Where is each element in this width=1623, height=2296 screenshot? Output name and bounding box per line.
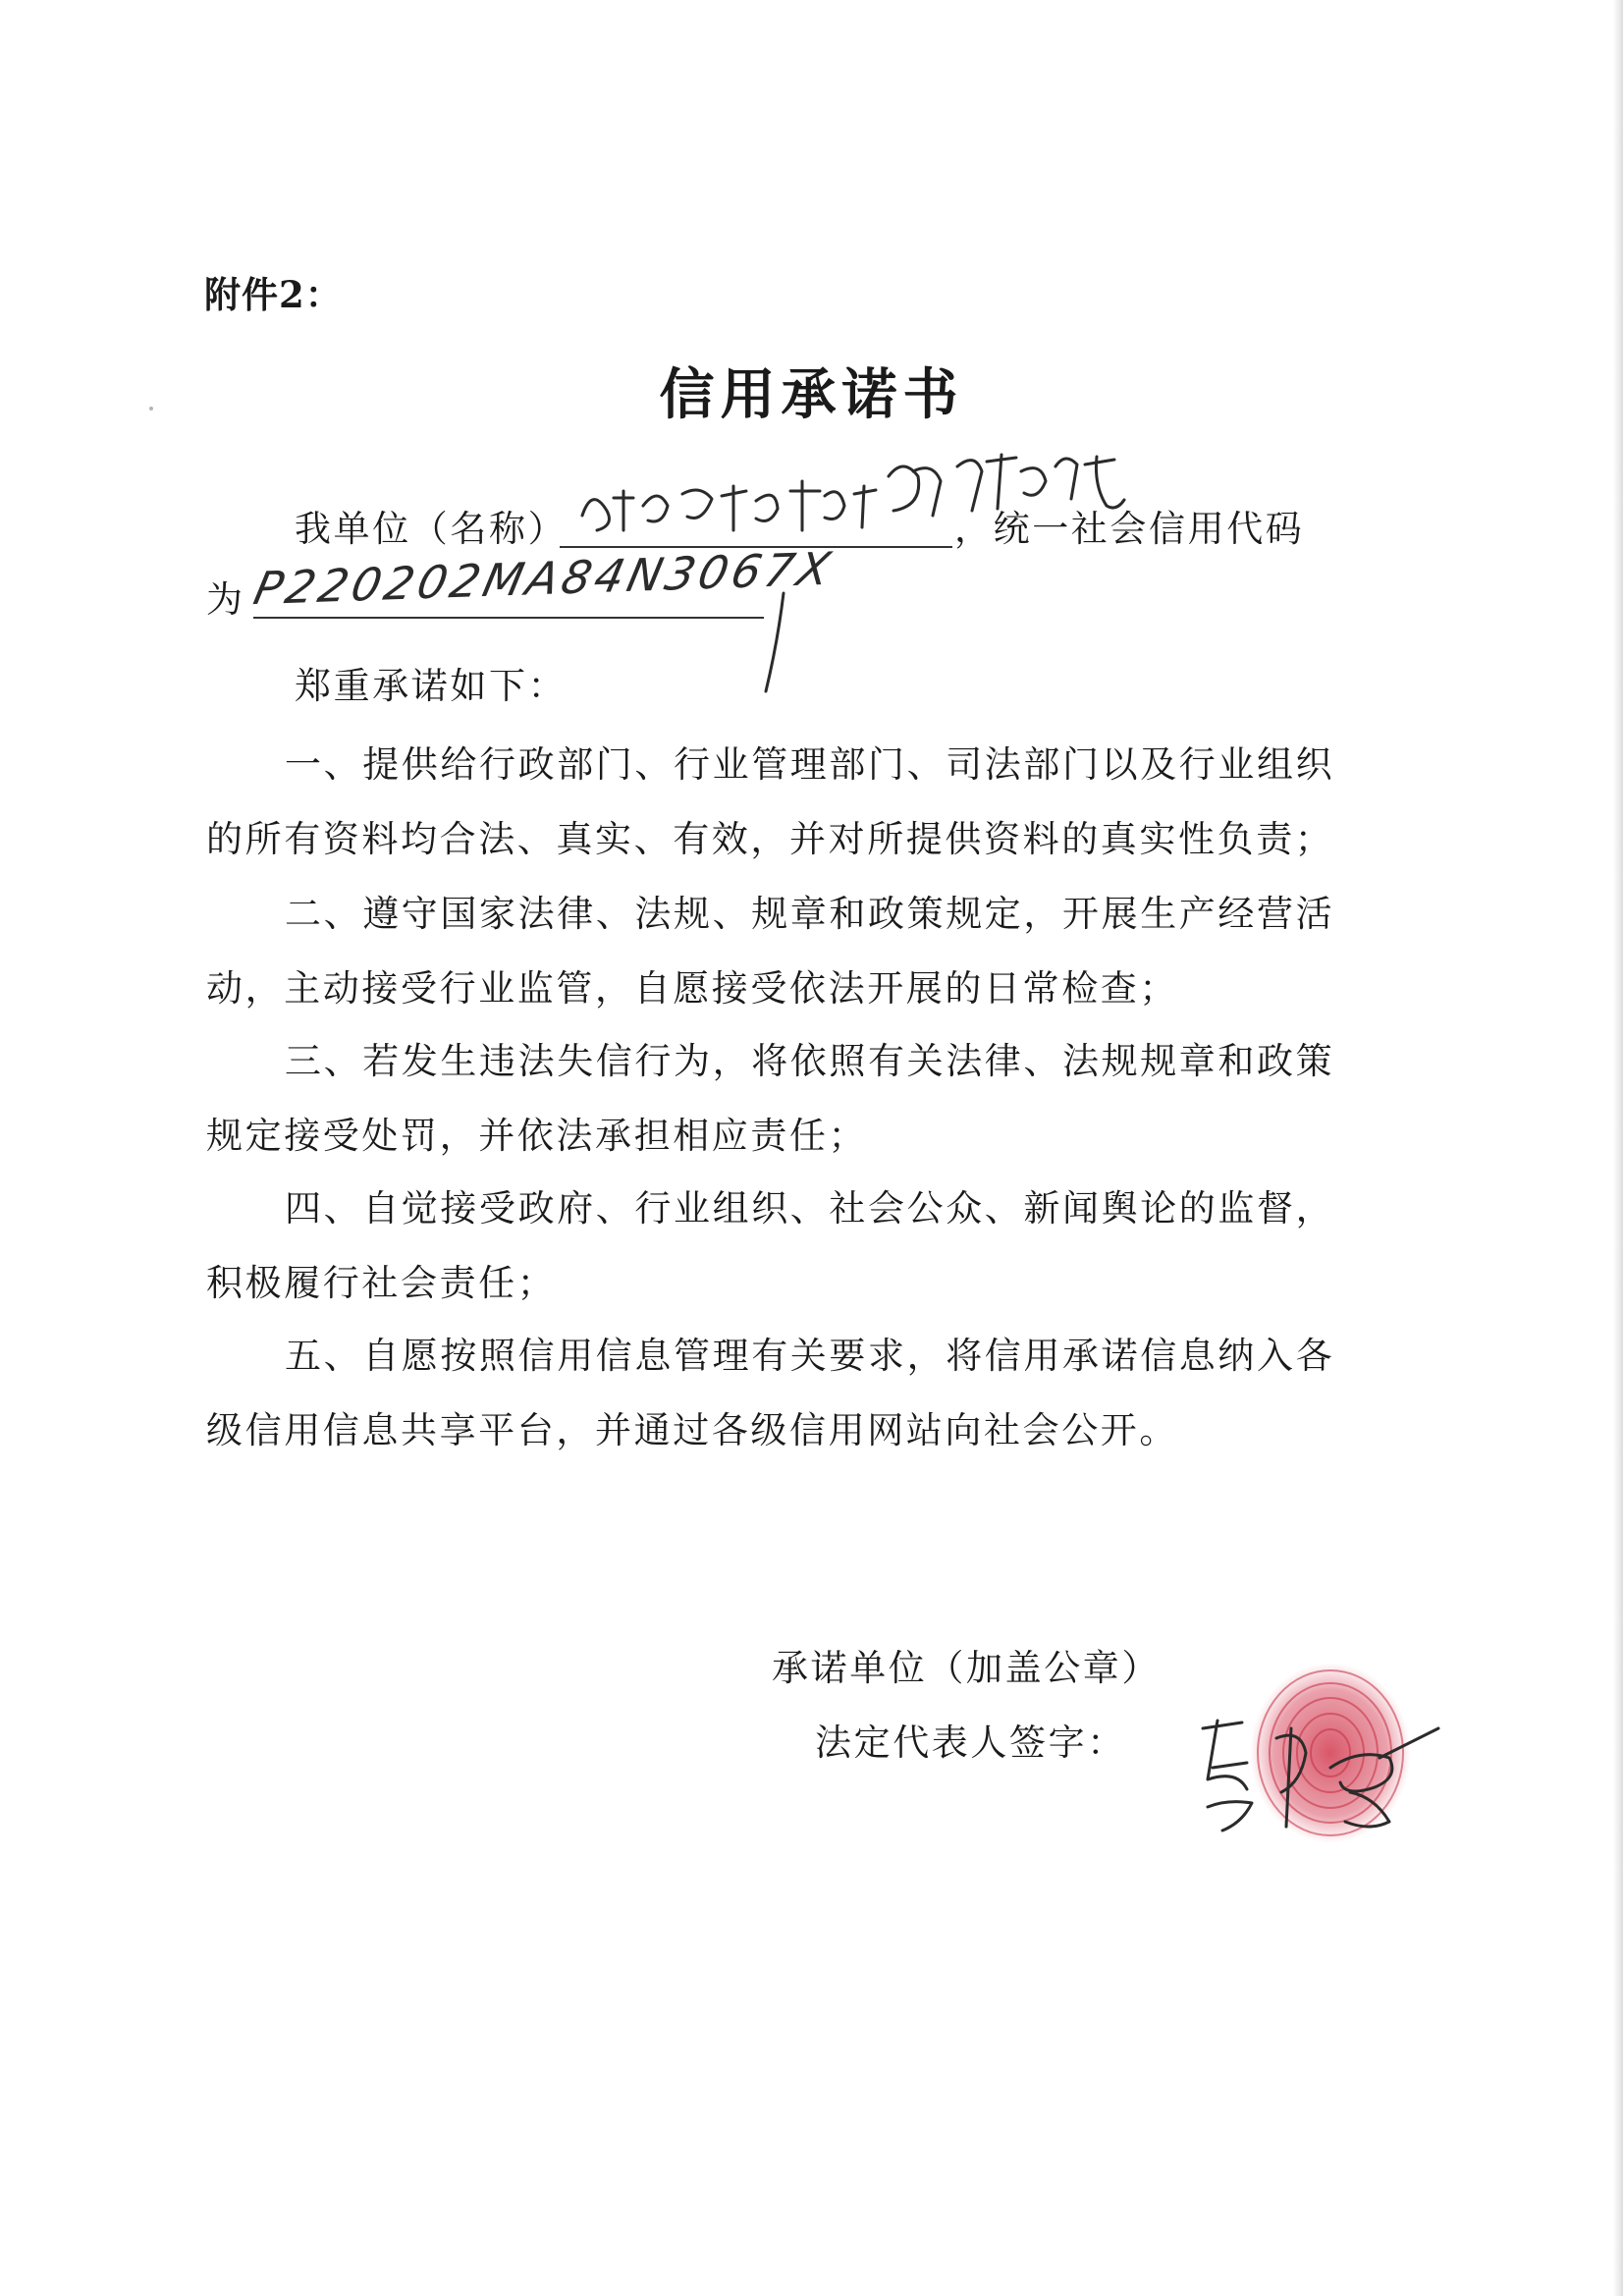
- handwritten-credit-code: P220202MA84N3067X: [248, 541, 839, 616]
- pledge-heading: 郑重承诺如下：: [295, 665, 568, 707]
- item-2-line1: 二、遵守国家法律、法规、规章和政策规定，开展生产经营活: [285, 893, 1335, 935]
- attachment-label: 附件2：: [204, 273, 343, 316]
- page-edge: [1613, 0, 1623, 2296]
- legal-rep-label: 法定代表人签字：: [815, 1722, 1126, 1764]
- item-1-line1: 一、提供给行政部门、行业管理部门、司法部门以及行业组织: [285, 743, 1335, 786]
- item-4-line1: 四、自觉接受政府、行业组织、社会公众、新闻舆论的监督，: [285, 1187, 1335, 1230]
- credit-code-blank: [253, 617, 764, 619]
- handwritten-code-tail-stroke: [762, 589, 801, 697]
- pledging-unit-label: 承诺单位（加盖公章）: [772, 1647, 1161, 1689]
- item-4-line2: 积极履行社会责任；: [206, 1262, 557, 1304]
- intro-line1-prefix: 我单位（名称）: [295, 508, 568, 550]
- item-3-line2: 规定接受处罚，并依法承担相应责任；: [206, 1115, 868, 1157]
- legal-rep-signature: [1183, 1699, 1448, 1856]
- intro-line1-suffix: ，统一社会信用代码: [954, 508, 1305, 550]
- item-5-line2: 级信用信息共享平台，并通过各级信用网站向社会公开。: [206, 1409, 1178, 1451]
- item-1-line2: 的所有资料均合法、真实、有效，并对所提供资料的真实性负责；: [206, 818, 1334, 860]
- document-title: 信用承诺书: [659, 362, 964, 427]
- item-5-line1: 五、自愿按照信用信息管理有关要求，将信用承诺信息纳入各: [285, 1335, 1335, 1377]
- item-3-line1: 三、若发生违法失信行为，将依照有关法律、法规规章和政策: [285, 1040, 1335, 1082]
- item-2-line2: 动，主动接受行业监管，自愿接受依法开展的日常检查；: [206, 967, 1178, 1010]
- intro-line2-prefix: 为: [206, 578, 245, 621]
- handwritten-unit-name: [574, 437, 1144, 555]
